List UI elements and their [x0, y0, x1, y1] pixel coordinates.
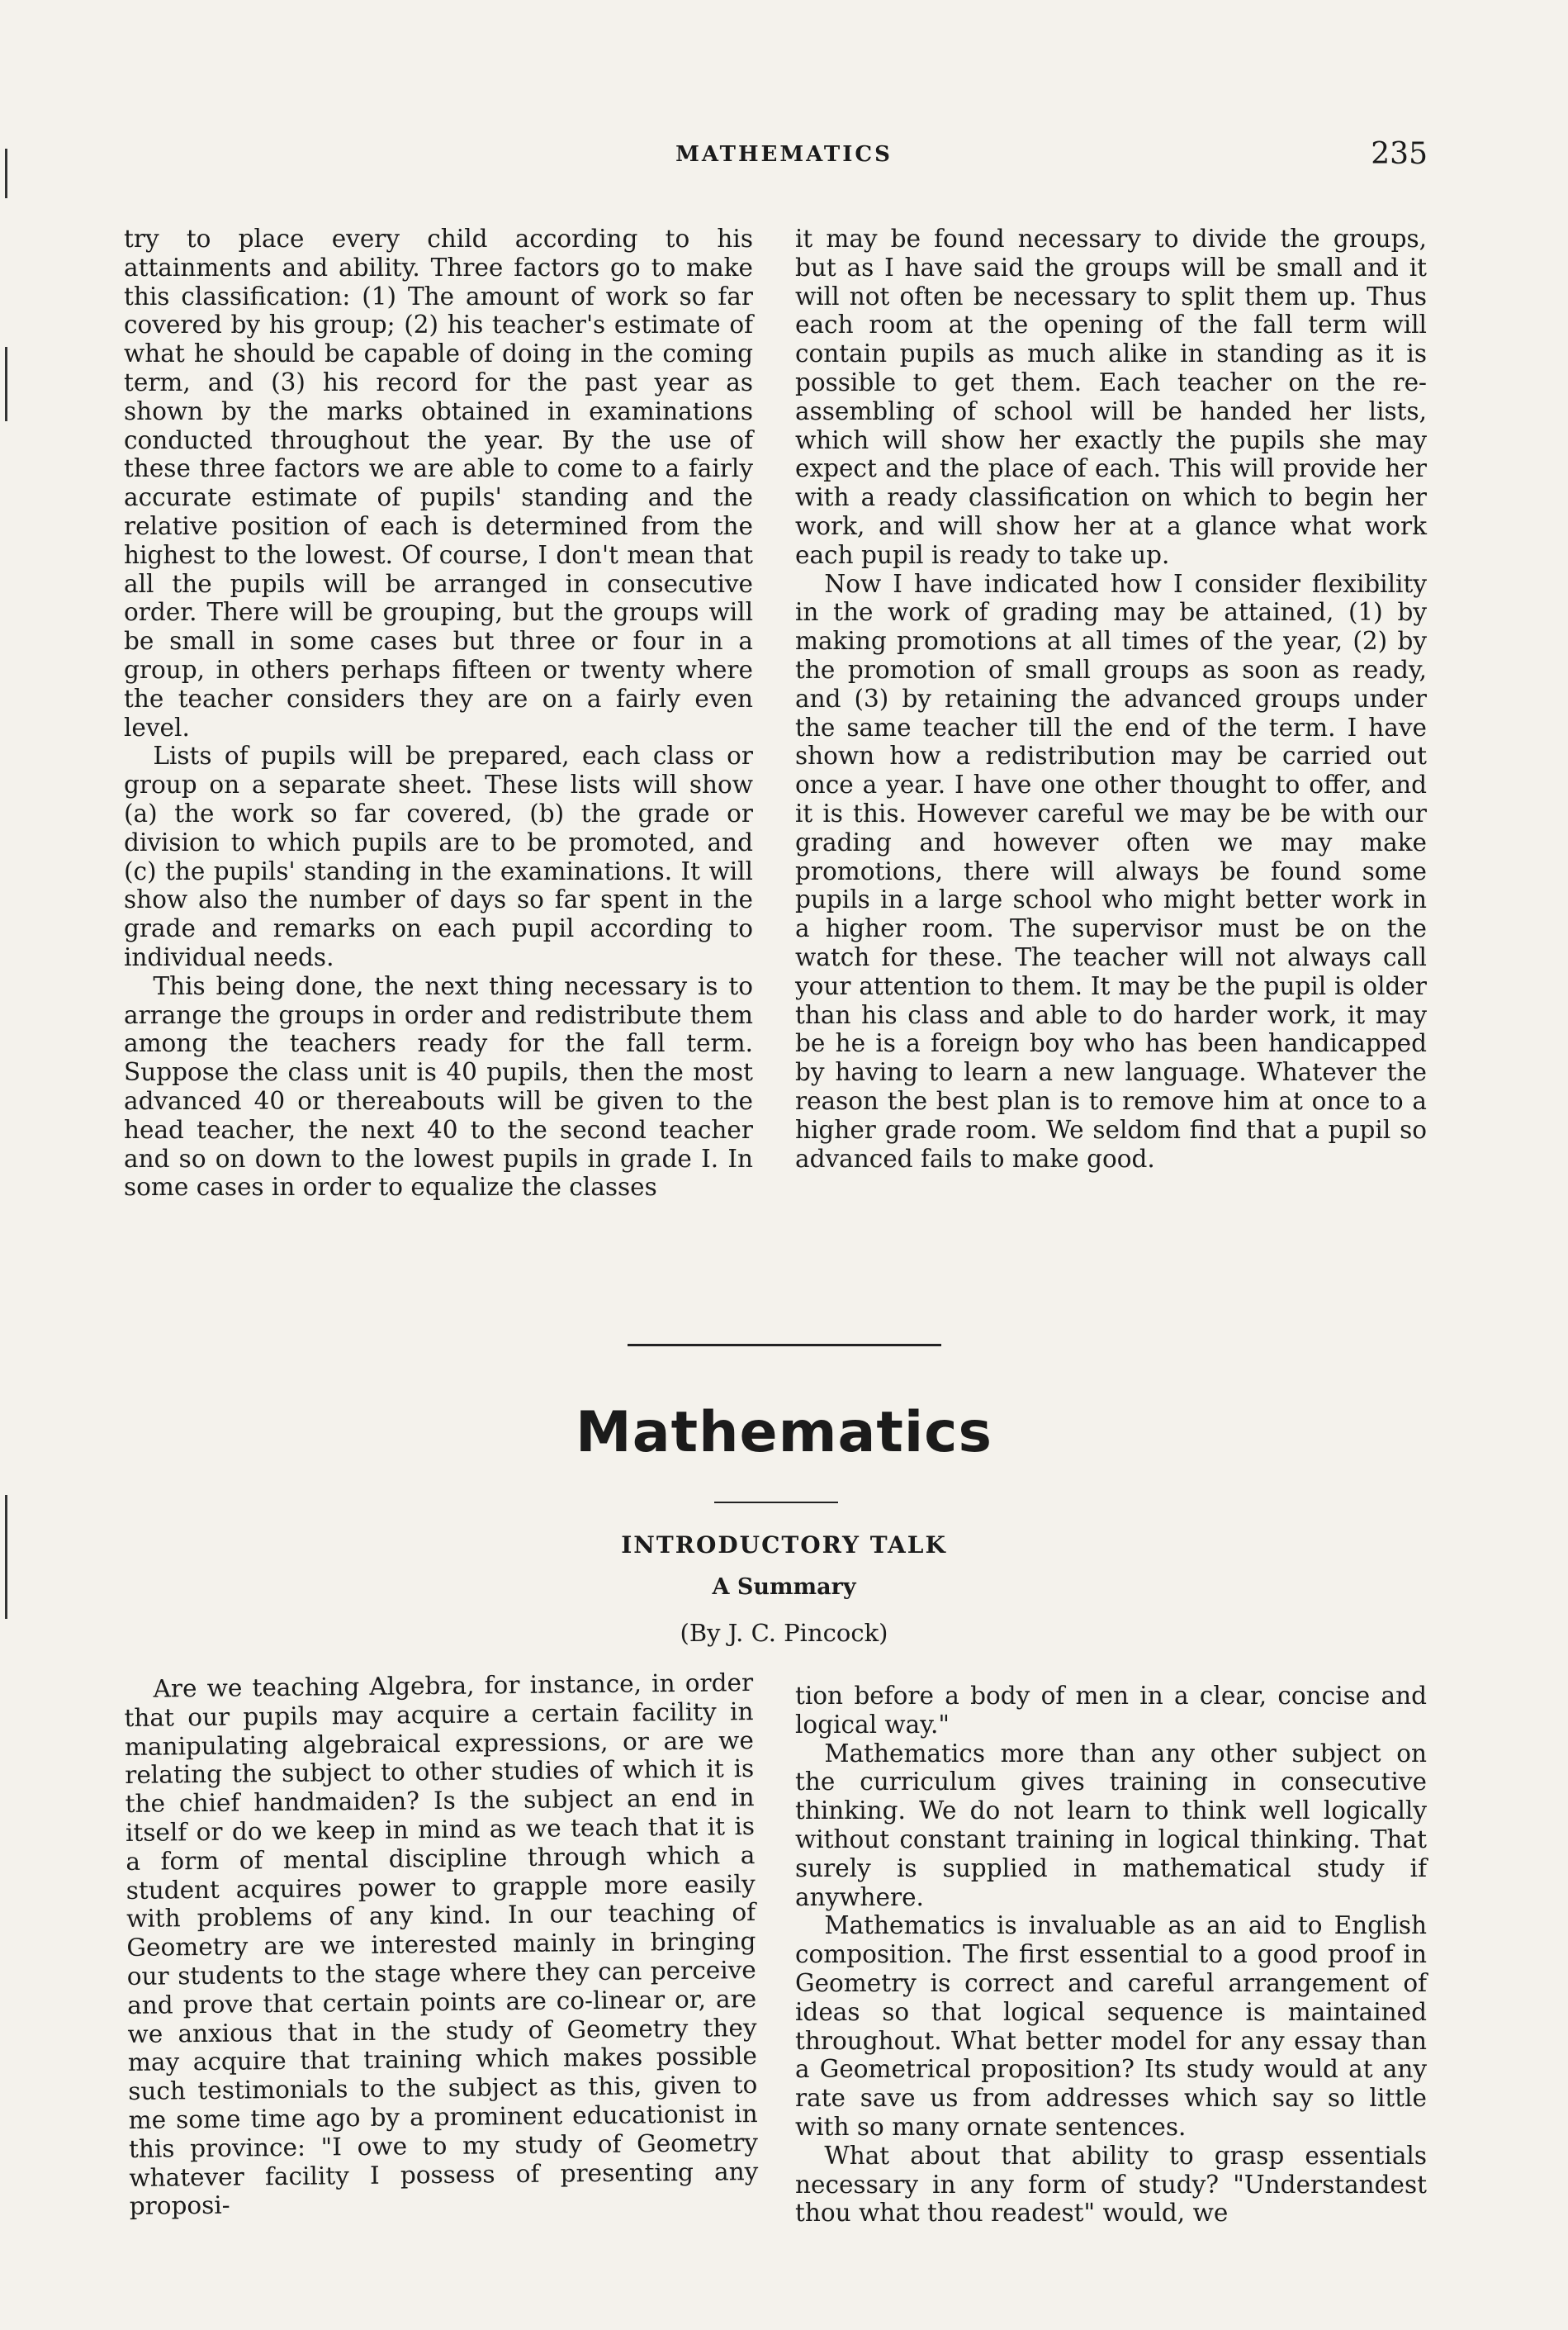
paragraph: it may be found necessary to divide the groups, but as I have said the groups will be small and it will not often be necessary to split them up. Thus each room at the opening of the fall term will contain pupils as much alike in standing as it is possible to get them. Each teacher on the re-assembling of school will be handed her lists, which will show her exactly the pupils she may expect and the place of each. This will provide her with a ready classification on which to begin her work, and will show her at a glance what work each pupil is ready to take up. — [795, 225, 1427, 569]
top-left-column — [124, 225, 753, 1202]
margin-scan-mark — [5, 347, 7, 421]
paragraph: What about that ability to grasp essentials necessary in any form of study? "Understandest thou what thou readest" would, we — [795, 2141, 1427, 2228]
section-title: Mathematics — [576, 1400, 992, 1465]
bottom-right-column — [795, 1682, 1427, 2228]
author-byline: (By J. C. Pincock) — [680, 1619, 888, 1647]
top-right-column — [795, 225, 1427, 1173]
running-head — [0, 137, 1568, 175]
bottom-left-column — [124, 1668, 759, 2221]
paragraph: Mathematics is invaluable as an aid to English composition. The first essential to a good proof in Geometry is correct and careful arrangement of ideas so that logical sequence is maintained throughout. What better model for any essay than a Geometrical proposition? Its study would at any rate save us from addresses which say so little with so many ornate sentences. — [795, 1911, 1427, 2141]
running-title: MATHEMATICS — [675, 142, 893, 167]
paragraph: try to place every child according to his attainments and ability. Three factors go to make this classification: (1) The amount of work so far covered by his group; (2) his teacher's estimate of what he should be capable of doing in the coming term, and (3) his record for the past year as shown by the marks obtained in examinations conducted throughout the year. By the use of these three factors we are able to come to a fairly accurate estimate of pupils' standing and the relative position of each is determined from the highest to the lowest. Of course, I don't mean that all the pupils will be arranged in consecutive order. There will be grouping, but the groups will be small in some cases but three or four in a group, in others perhaps fifteen or twenty where the teacher considers they are on a fairly even level. — [124, 225, 753, 742]
section-divider — [628, 1344, 941, 1346]
paragraph: Lists of pupils will be prepared, each class or group on a separate sheet. These lists will show (a) the work so far covered, (b) the grade or division to which pupils are to be promoted, and (c) the pupils' standing in the examinations. It will show also the number of days so far spent in the grade and remarks on each pupil according to individual needs. — [124, 742, 753, 971]
page-number: 235 — [1371, 137, 1428, 171]
title-underline — [714, 1502, 838, 1503]
paragraph: Mathematics more than any other subject on the curriculum gives training in consecutive thinking. We do not learn to think well logically without constant training in logical thinking. That surely is supplied in mathematical study if anywhere. — [795, 1739, 1427, 1911]
article-heading: INTRODUCTORY TALK — [621, 1531, 947, 1559]
paragraph: tion before a body of men in a clear, concise and logical way." — [795, 1682, 1427, 1739]
paragraph: Now I have indicated how I consider flexibility in the work of grading may be attained, (1) by making promotions at all times of the year, (2) by the promotion of small groups as soon as ready, and (3) by retaining the advanced groups under the same teacher till the end of the term. I have shown how a redistribution may be carried out once a year. I have one other thought to offer, and it is this. However careful we may be be with our grading and however often we may make promotions, there will always be found some pupils in a large school who might better work in a higher room. The supervisor must be on the watch for these. The teacher will not always call your attention to them. It may be the pupil is older than his class and able to do harder work, it may be he is a foreign boy who has been handicapped by having to learn a new language. Whatever the reason the best plan is to remove him at once to a higher grade room. We seldom find that a pupil so advanced fails to make good. — [795, 569, 1427, 1173]
paragraph: Are we teaching Algebra, for instance, in order that our pupils may acquire a certain facility in manipulating algebraical expressions, or are we relating the subject to other studies of which it is the chief handmaiden? Is the subject an end in itself or do we keep in mind as we teach that it is a form of mental discipline through which a student acquires power to grapple more easily with problems of any kind. In our teaching of Geometry are we interested mainly in bringing our students to the stage where they can perceive and prove that certain points are co-linear or, are we anxious that in the study of Geometry they may acquire that training which makes possible such testimonials to the subject as this, given to me some time ago by a prominent educationist in this province: "I owe to my study of Geometry whatever facility I possess of presenting any proposi- — [124, 1668, 759, 2221]
paragraph: This being done, the next thing necessary is to arrange the groups in order and redistribute them among the teachers ready for the fall term. Suppose the class unit is 40 pupils, then the most advanced 40 or thereabouts will be given to the head teacher, the next 40 to the second teacher and so on down to the lowest pupils in grade I. In some cases in order to equalize the classes — [124, 971, 753, 1202]
article-subheading: A Summary — [712, 1574, 856, 1600]
